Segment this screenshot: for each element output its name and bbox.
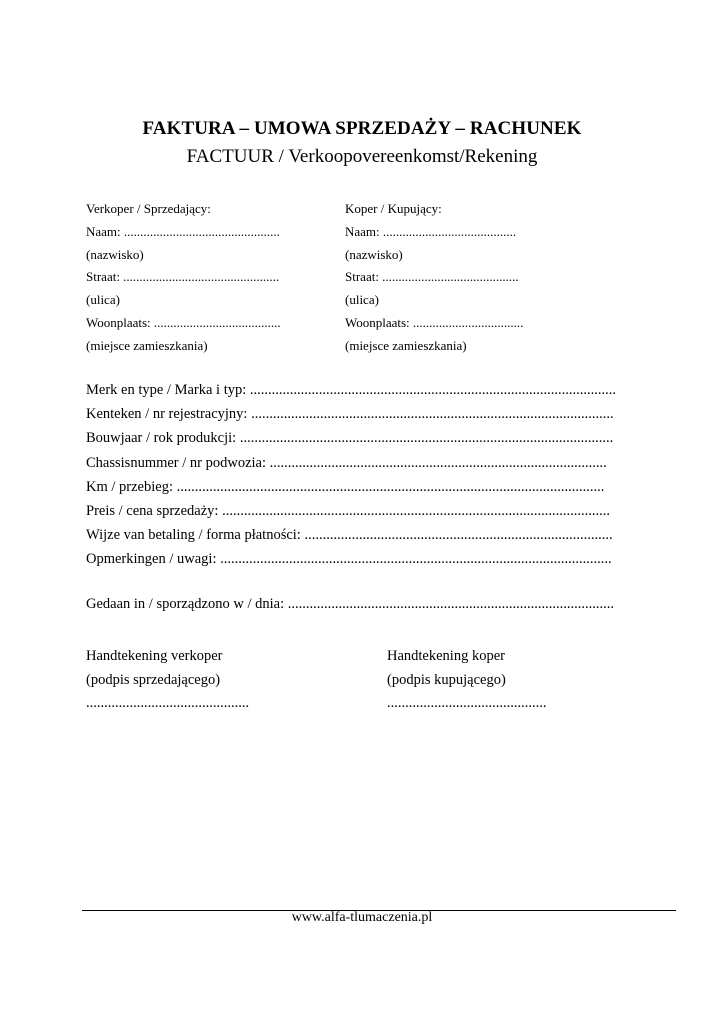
seller-signature-block: [86, 645, 249, 716]
seller-street-field: Straat: ................................................: [86, 269, 280, 285]
seller-signature-hint: (podpis sprzedającego): [86, 671, 221, 688]
seller-heading: Verkoper / Sprzedający:: [86, 201, 211, 216]
mileage-field: Km / przebieg: ......................................................................................................................: [86, 478, 605, 495]
price-field: Preis / cena sprzedaży: ...........................................................................................................: [86, 502, 610, 519]
year-field: Bouwjaar / rok produkcji: .......................................................................................................: [86, 430, 614, 447]
seller-name-hint: (nazwisko): [86, 246, 144, 262]
buyer-section: [345, 198, 523, 358]
seller-city-field: Woonplaats: .......................................: [86, 314, 281, 330]
seller-city-hint: (miejsce zamieszkania): [86, 337, 208, 353]
place-date-field: Gedaan in / sporządzono w / dnia: ..........................................................................................: [86, 596, 614, 612]
registration-field: Kenteken / nr rejestracyjny: ....................................................................................................: [86, 406, 614, 423]
vehicle-details-section: [86, 378, 616, 572]
document-subtitle: FACTUUR / Verkoopovereenkomst/Rekening: [186, 146, 538, 167]
seller-signature-label: Handtekening verkoper: [86, 648, 223, 664]
seller-name-field: Naam: ................................................: [86, 223, 280, 239]
buyer-name-field: Naam: .........................................: [345, 223, 517, 239]
buyer-signature-line: ............................................: [387, 695, 547, 711]
buyer-street-hint: (ulica): [345, 292, 379, 308]
buyer-signature-hint: (podpis kupującego): [387, 671, 506, 688]
seller-signature-line: .............................................: [86, 695, 250, 711]
buyer-heading: Koper / Kupujący:: [345, 201, 442, 216]
buyer-street-field: Straat: ..........................................: [345, 269, 519, 285]
chassis-field: Chassisnummer / nr podwozia: .............................................................................................: [86, 454, 607, 471]
buyer-signature-label: Handtekening koper: [387, 648, 505, 664]
buyer-name-hint: (nazwisko): [345, 246, 403, 262]
buyer-signature-block: [387, 645, 547, 716]
seller-street-hint: (ulica): [86, 292, 120, 308]
footer-website: www.alfa-tlumaczenia.pl: [291, 910, 433, 925]
remarks-field: Opmerkingen / uwagi: ............................................................................................................: [86, 551, 612, 568]
buyer-city-field: Woonplaats: ..................................: [345, 314, 524, 330]
payment-method-field: Wijze van betaling / forma płatności: .....................................................................................: [86, 527, 613, 544]
make-type-field: Merk en type / Marka i typ: .....................................................................................................: [86, 382, 617, 398]
document-title: FAKTURA – UMOWA SPRZEDAŻY – RACHUNEK: [142, 118, 582, 139]
buyer-city-hint: (miejsce zamieszkania): [345, 337, 467, 353]
seller-section: [86, 198, 281, 358]
